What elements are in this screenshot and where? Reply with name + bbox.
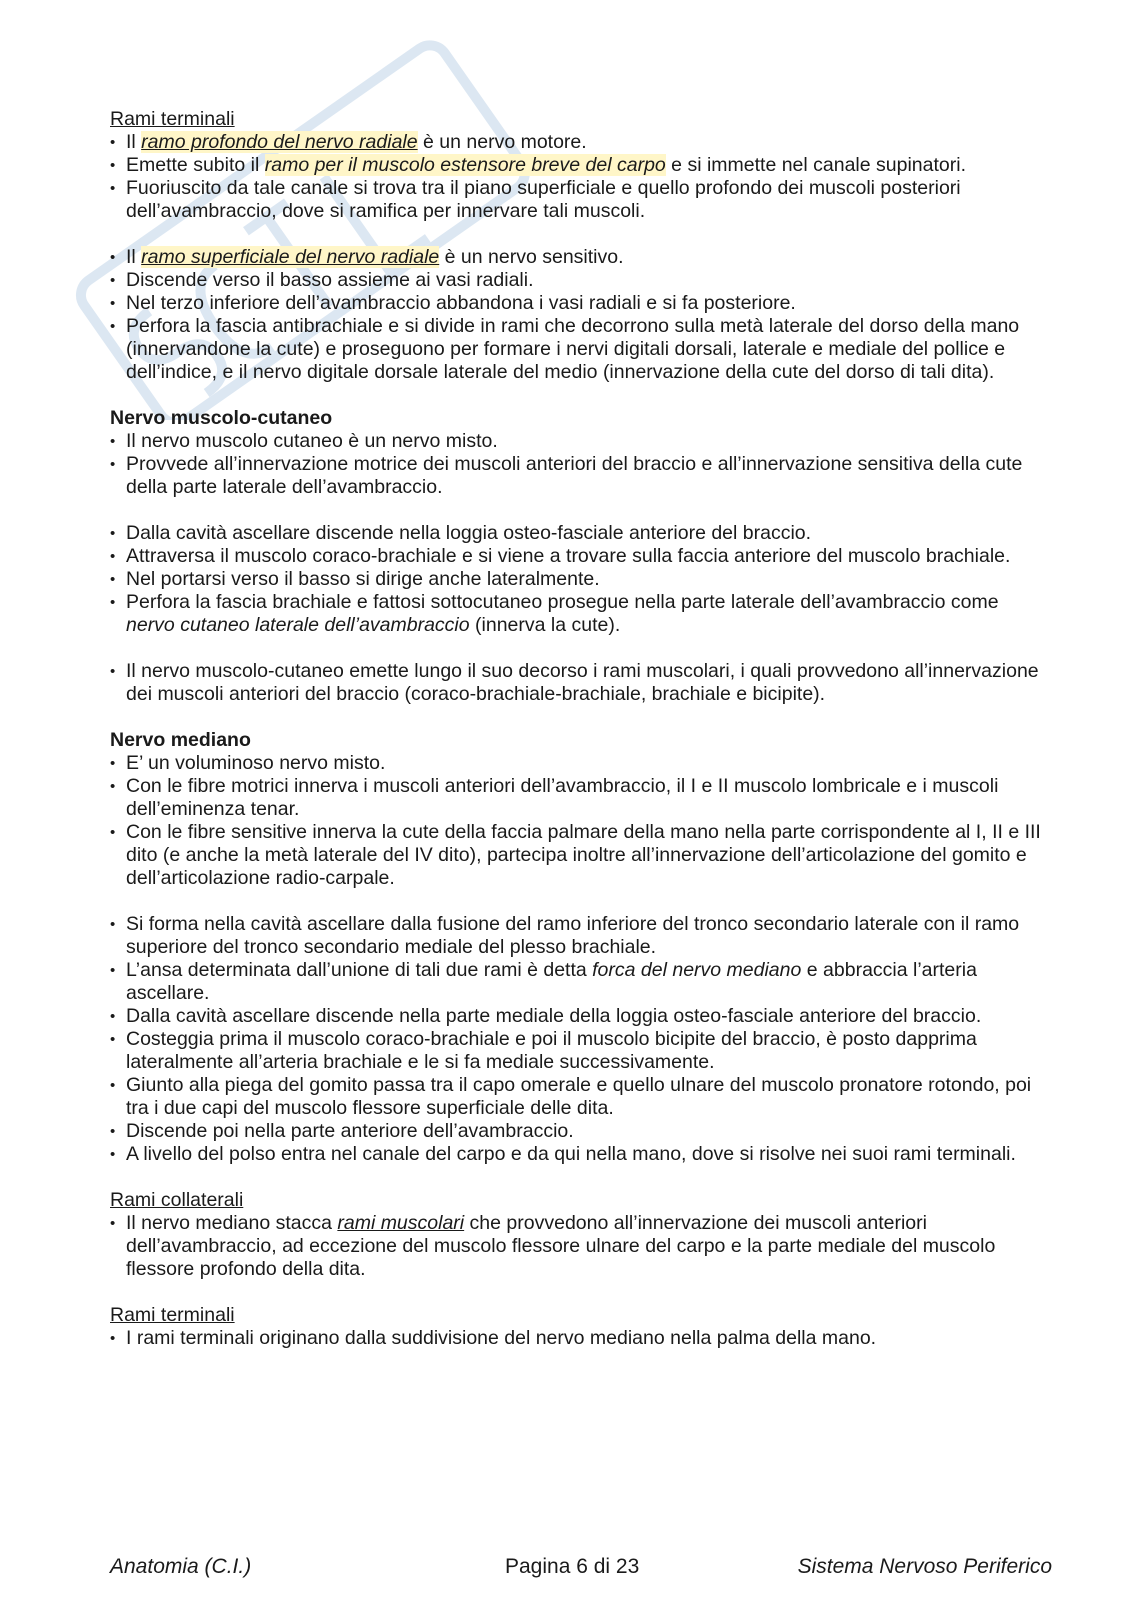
list-item: • Nel terzo inferiore dell’avambraccio abbandona i vasi radiali e si fa posteriore. (110, 292, 1050, 315)
page-footer (110, 1555, 1052, 1585)
list-item: • Dalla cavità ascellare discende nella loggia osteo-fasciale anteriore del braccio. (110, 522, 1050, 545)
list-item: • Con le fibre sensitive innerva la cute della faccia palmare della mano nella parte corrispondente al I, II e III dito (e anche la metà laterale del IV dito), partecipa inoltre all’innervazione dell’articolazione del gomito e dell’articolazione radio-carpale. (110, 821, 1050, 890)
footer-page-number: Pagina 6 di 23 (505, 1555, 640, 1578)
list-item: • Fuoriuscito da tale canale si trova tra il piano superficiale e quello profondo dei muscoli posteriori dell’avambraccio, dove si ramifica per innervare tali muscoli. (110, 177, 1050, 223)
bullet-list (110, 430, 1050, 499)
list-item: • A livello del polso entra nel canale del carpo e da qui nella mano, dove si risolve nei suoi rami terminali. (110, 1143, 1050, 1166)
list-item: • I rami terminali originano dalla suddivisione del nervo mediano nella palma della mano. (110, 1327, 1050, 1350)
list-item: • Il ramo superficiale del nervo radiale è un nervo sensitivo. (110, 246, 1050, 269)
list-item: • Discende poi nella parte anteriore dell’avambraccio. (110, 1120, 1050, 1143)
list-item: • Il ramo profondo del nervo radiale è un nervo motore. (110, 131, 1050, 154)
footer-course-title: Anatomia (C.I.) (110, 1555, 252, 1578)
section-heading-rami-terminali: Rami terminali (110, 108, 235, 130)
list-item: • Costeggia prima il muscolo coraco-brachiale e poi il muscolo bicipite del braccio, è posto dapprima lateralmente all’arteria brachiale e le si fa mediale successivamente. (110, 1028, 1050, 1074)
bullet-list (110, 246, 1050, 384)
section-heading-rami-collaterali: Rami collaterali (110, 1189, 244, 1211)
list-item: • E’ un voluminoso nervo misto. (110, 752, 1050, 775)
bullet-list (110, 1212, 1050, 1281)
list-item: • Perfora la fascia brachiale e fattosi sottocutaneo prosegue nella parte laterale dell’avambraccio come nervo cutaneo laterale dell’avambraccio (innerva la cute). (110, 591, 1050, 637)
page-content (110, 108, 1050, 1350)
list-item: • Il nervo muscolo cutaneo è un nervo misto. (110, 430, 1050, 453)
list-item: • Nel portarsi verso il basso si dirige anche lateralmente. (110, 568, 1050, 591)
section-heading-nervo-muscolo-cutaneo: Nervo muscolo-cutaneo (110, 407, 333, 429)
list-item: • Discende verso il basso assieme ai vasi radiali. (110, 269, 1050, 292)
list-item: • Si forma nella cavità ascellare dalla fusione del ramo inferiore del tronco secondario laterale con il ramo superiore del tronco secondario mediale del plesso brachiale. (110, 913, 1050, 959)
footer-section-title: Sistema Nervoso Periferico (797, 1555, 1052, 1578)
list-item: • Dalla cavità ascellare discende nella parte mediale della loggia osteo-fasciale anteriore del braccio. (110, 1005, 1050, 1028)
bullet-list (110, 522, 1050, 637)
list-item: • Emette subito il ramo per il muscolo estensore breve del carpo e si immette nel canale supinatori. (110, 154, 1050, 177)
section-heading-nervo-mediano: Nervo mediano (110, 729, 251, 751)
list-item: • Perfora la fascia antibrachiale e si divide in rami che decorrono sulla metà laterale del dorso della mano (innervandone la cute) e proseguono per formare i nervi digitali dorsali, laterale e mediale del pollice e dell’indice, e il nervo digitale dorsale laterale del medio (innervazione della cute del dorso di tali dita). (110, 315, 1050, 384)
bullet-list (110, 660, 1050, 706)
bullet-list (110, 913, 1050, 1166)
list-item: • Attraversa il muscolo coraco-brachiale e si viene a trovare sulla faccia anteriore del muscolo brachiale. (110, 545, 1050, 568)
bullet-list (110, 131, 1050, 223)
list-item: • Il nervo muscolo-cutaneo emette lungo il suo decorso i rami muscolari, i quali provvedono all’innervazione dei muscoli anteriori del braccio (coraco-brachiale-brachiale, brachiale e bicipite). (110, 660, 1050, 706)
list-item: • L’ansa determinata dall’unione di tali due rami è detta forca del nervo mediano e abbraccia l’arteria ascellare. (110, 959, 1050, 1005)
list-item: • Provvede all’innervazione motrice dei muscoli anteriori del braccio e all’innervazione sensitiva della cute della parte laterale dell’avambraccio. (110, 453, 1050, 499)
list-item: • Il nervo mediano stacca rami muscolari che provvedono all’innervazione dei muscoli anteriori dell’avambraccio, ad eccezione del muscolo flessore ulnare del carpo e la parte mediale del muscolo flessore profondo della dita. (110, 1212, 1050, 1281)
list-item: • Giunto alla piega del gomito passa tra il capo omerale e quello ulnare del muscolo pronatore rotondo, poi tra i due capi del muscolo flessore superficiale delle dita. (110, 1074, 1050, 1120)
bullet-list (110, 752, 1050, 890)
section-heading-rami-terminali-mediano: Rami terminali (110, 1304, 235, 1326)
bullet-list (110, 1327, 1050, 1350)
list-item: • Con le fibre motrici innerva i muscoli anteriori dell’avambraccio, il I e II muscolo lombricale e i muscoli dell’eminenza tenar. (110, 775, 1050, 821)
